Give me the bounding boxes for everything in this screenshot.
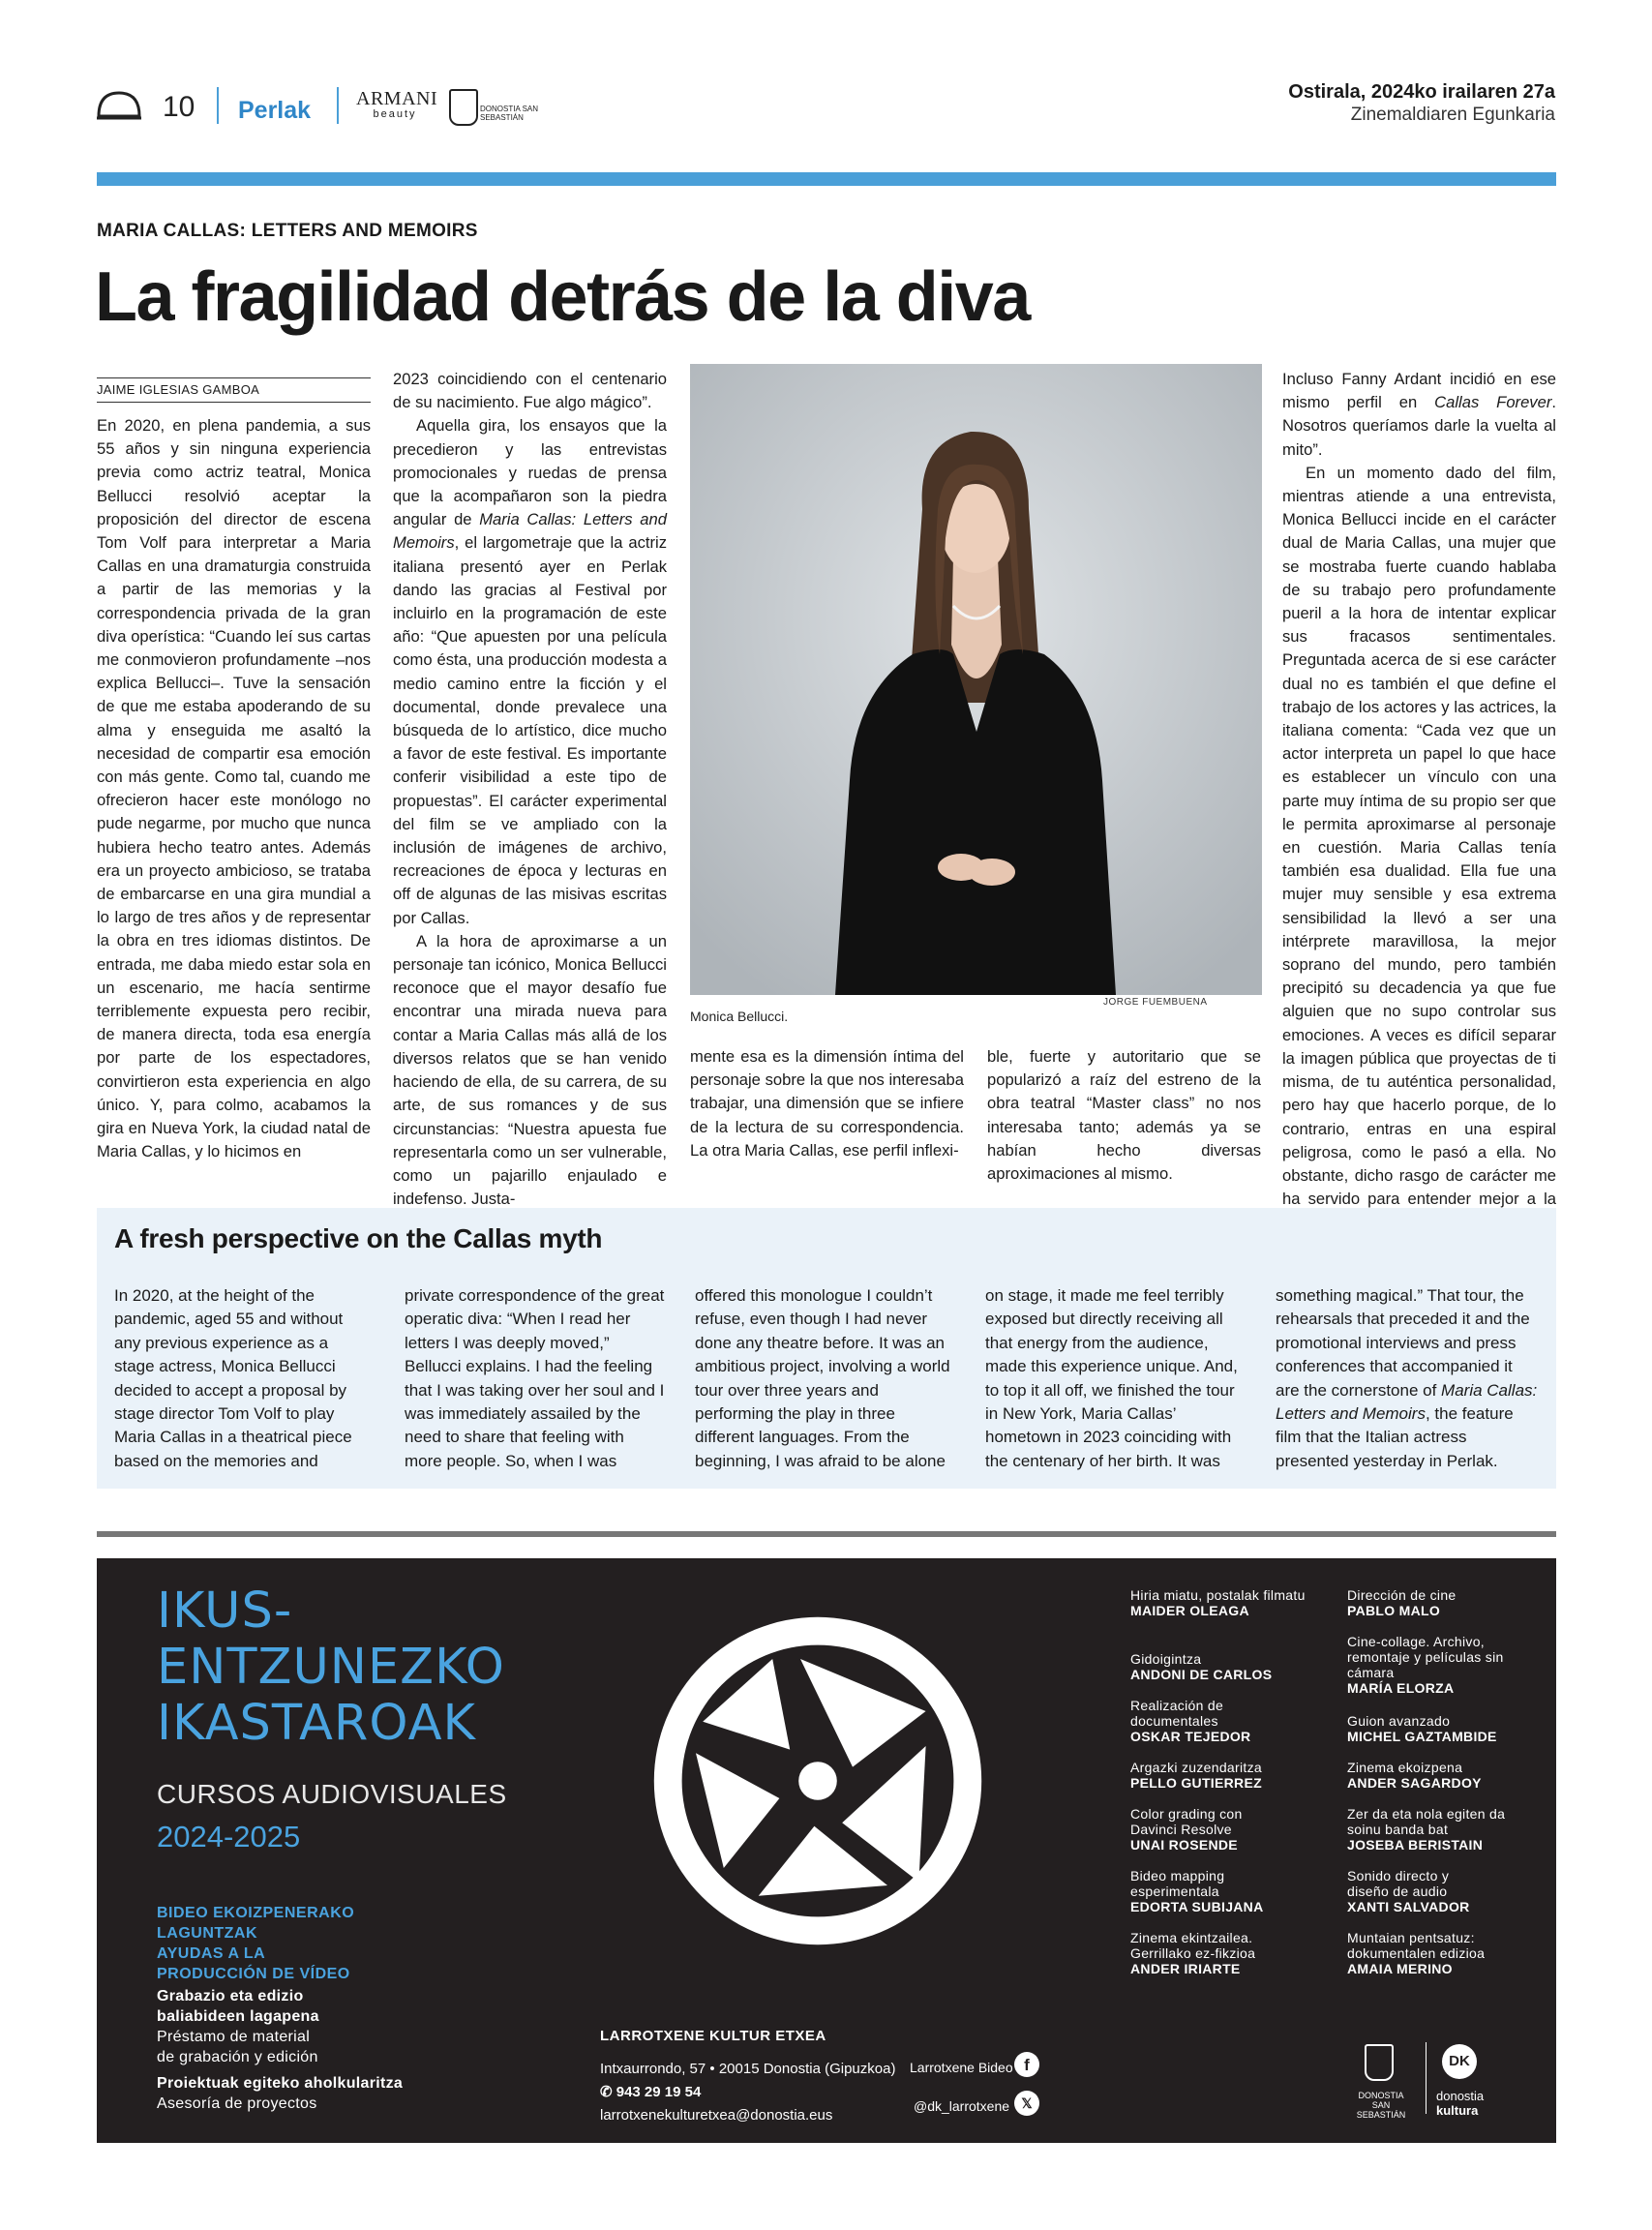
facebook-icon[interactable]: f xyxy=(1014,2052,1039,2077)
article-column-5 xyxy=(1282,368,1556,1235)
section-name: Perlak xyxy=(238,97,312,124)
ad-service-equipment: Grabazio eta edizio baliabideen lagapena Préstamo de material de grabación y edición xyxy=(157,1988,319,2065)
article-column-2 xyxy=(393,368,667,1211)
photo-credit: JORGE FUEMBUENA xyxy=(1103,997,1208,1008)
film-title: Maria Callas: Letters and Memoirs xyxy=(393,510,667,553)
donostia-kultura-logo-icon: DK xyxy=(1442,2044,1477,2079)
course-item: Realización de documentales OSKAR TEJEDOR xyxy=(1130,1698,1251,1744)
ad-video-aid: BIDEO EKOIZPENERAKO LAGUNTZAK AYUDAS A LA PRODUCCIÓN DE VÍDEO xyxy=(157,1905,355,1982)
header-divider xyxy=(217,87,219,124)
section-divider xyxy=(97,1531,1556,1537)
course-item: Zinema ekoizpena ANDER SAGARDOY xyxy=(1347,1760,1482,1791)
film-title: Maria Callas: Letters and Memoirs xyxy=(1276,1380,1538,1424)
issue-date: Ostirala, 2024ko irailaren 27a xyxy=(1288,81,1555,103)
ad-contact xyxy=(600,2025,895,2127)
english-column-4: on stage, it made me feel terribly exposed but directly receiving all that energy from the audience, made this experience unique. And, to top it all off, we finished the tour in New York, Maria Callas’ hometown in 2023 coinciding with the centenary of her birth. It was xyxy=(985,1286,1238,1470)
course-item: Zer da eta nola egiten da soinu banda bat JOSEBA BERISTAIN xyxy=(1347,1806,1506,1853)
english-column-1: In 2020, at the height of the pandemic, aged 55 and without any previous experience as a stage actress, Monica Bellucci decided to accept a proposal by stage director Tom Volf to play Maria Callas in a theatrical piece based on the memories and xyxy=(114,1286,352,1470)
article-kicker: MARIA CALLAS: LETTERS AND MEMOIRS xyxy=(97,221,478,241)
city-logo-text: DONOSTIA SAN SEBASTIÁN xyxy=(1356,2091,1406,2120)
portrait-illustration xyxy=(690,364,1262,995)
top-rule xyxy=(97,172,1556,186)
course-item: Bideo mapping esperimentala EDORTA SUBIJANA xyxy=(1130,1868,1264,1914)
crest-icon xyxy=(449,89,478,126)
article-paragraph: Aquella gira, los ensayos que la precedieron y las entrevistas promocionales y ruedas de prensa que la acompañaron son la piedra angular de Maria Callas: Letters and Memoirs, el largometraje que la actriz italiana presentó ayer en Perlak dando las gracias al Festival por incluirlo en la programación de este año: “Que apuesten por una película como ésta, una producción modesta a medio camino entre la ficción y el documental, donde prevalece una búsqueda de lo artístico, dice mucho a favor de este festival. Es importante conferir visibilidad a este tipo de propuestas”. El carácter experimental del film se ve ampliado con la inclusión de imágenes de archivo, recreaciones de época y lecturas en off de algunas de las misivas escritas por Callas. xyxy=(393,416,667,927)
ad-year: 2024-2025 xyxy=(157,1820,301,1853)
article-paragraph: 2023 coincidiendo con el centenario de su nacimiento. Fue algo mágico”. xyxy=(393,370,667,412)
sponsor-name: ARMANI xyxy=(356,88,438,109)
course-item: Argazki zuzendaritza PELLO GUTIERREZ xyxy=(1130,1760,1262,1791)
course-item: Hiria miatu, postalak filmatu MAIDER OLEAGA xyxy=(1130,1587,1306,1618)
shell-logo-icon xyxy=(95,87,143,126)
x-icon[interactable]: 𝕏 xyxy=(1014,2091,1039,2116)
course-item: Guion avanzado MICHEL GAZTAMBIDE xyxy=(1347,1713,1497,1744)
org-address: Intxaurrondo, 57 • 20015 Donostia (Gipuzkoa) xyxy=(600,2061,896,2077)
city-logo xyxy=(449,89,539,126)
page-number: 10 xyxy=(163,91,195,123)
course-item: Cine-collage. Archivo, remontaje y películas sin cámara MARÍA ELORZA xyxy=(1347,1634,1504,1696)
course-item: Gidoigintza ANDONI DE CARLOS xyxy=(1130,1651,1273,1682)
english-title: A fresh perspective on the Callas myth xyxy=(114,1223,603,1253)
course-item: Color grading con Davinci Resolve UNAI ROSENDE xyxy=(1130,1806,1243,1853)
newspaper-name: Zinemaldiaren Egunkaria xyxy=(1350,105,1555,125)
sponsor-logo xyxy=(356,88,438,121)
photo-caption: Monica Bellucci. xyxy=(690,1009,789,1024)
facebook-link[interactable]: Larrotxene Bideo xyxy=(910,2060,1013,2075)
article-paragraph: ble, fuerte y autoritario que se popularizó a raíz del estreno de la obra teatral “Master class” no nos interesaba tanto; además ya se habían hecho diversas aproximaciones al mismo. xyxy=(987,1047,1261,1184)
article-byline: JAIME IGLESIAS GAMBOA xyxy=(97,377,371,403)
course-item: Zinema ekintzailea. Gerrillako ez-fikzioa ANDER IRIARTE xyxy=(1130,1930,1256,1976)
donostia-kultura-text: donostia kultura xyxy=(1436,2089,1485,2118)
film-title: Callas Forever xyxy=(1434,393,1552,412)
org-phone: ✆ 943 29 19 54 xyxy=(600,2084,702,2100)
article-paragraph: Incluso Fanny Ardant incidió en ese mismo perfil en Callas Forever. Nosotros queríamos darle la vuelta al mito”. xyxy=(1282,370,1556,459)
article-headline: La fragilidad detrás de la diva xyxy=(95,258,1030,336)
english-column-2: private correspondence of the great operatic diva: “When I read her letters I was deeply moved,” Bellucci explains. I had the feeling that I was taking over her soul and I was immediately assailed by the need to share that feeling with more people. So, when I was xyxy=(405,1286,665,1470)
course-item: Dirección de cine PABLO MALO xyxy=(1347,1587,1457,1618)
article-column-3 xyxy=(690,1045,964,1162)
article-paragraph: En 2020, en plena pandemia, a sus 55 años y sin ninguna experiencia previa como actriz teatral, Monica Bellucci resolvió aceptar la proposición del director de escena Tom Volf para interpretar a Maria Callas en una dramaturgia construida a partir de las memorias y la correspondencia privada de la gran diva operística: “Cuando leí sus cartas me conmovieron profundamente –nos explica Bellucci–. Tuve la sensación de que me estaba apoderando de su alma y enseguida me asaltó la necesidad de compartir esa emoción con más gente. Como tal, cuando me ofrecieron hacer este monólogo no pude negarme, por mucho que nunca hubiera hecho teatro antes. Además era un proyecto ambicioso, se trataba de embarcarse en una gira mundial a lo largo de tres años y de representar la obra en tres idiomas distintos. De entrada, me daba miedo estar sola en un escenario, me hacía sentirme terriblemente expuesta pero recibir, de manera directa, toda esa energía por parte de los espectadores, convirtieron esta experiencia en algo único. Y, para colmo, acabamos la gira en Nueva York, la ciudad natal de Maria Callas, y lo hicimos en xyxy=(97,416,371,1161)
org-email[interactable]: larrotxenekulturetxea@donostia.eus xyxy=(600,2107,833,2124)
ad-service-consulting: Proiektuak egiteko aholkularitza Asesoría de proyectos xyxy=(157,2075,404,2112)
portrait-photo xyxy=(690,364,1262,995)
org-name: LARROTXENE KULTUR ETXEA xyxy=(600,2028,826,2044)
article-paragraph: A la hora de aproximarse a un personaje tan icónico, Monica Bellucci reconoce que el mayor desafío fue encontrar una mirada nueva para contar a Maria Callas más allá de los diversos relatos que se han venido haciendo de ella, de su carrera, de su arte, de sus romances y de sus circunstancias: “Nuestra apuesta fue representarla como un ser vulnerable, como un pajarillo enjaulado e indefenso. Justa- xyxy=(393,931,667,1209)
header-divider xyxy=(337,87,339,124)
camera-aperture-icon xyxy=(644,1607,992,1955)
english-column-3: offered this monologue I couldn’t refuse, even though I had never done any theatre before. It was an ambitious project, involving a world tour over three years and performing the play in three different languages. From the beginning, I was afraid to be alone xyxy=(695,1286,950,1470)
article-paragraph: En un momento dado del film, mientras atiende a una entrevista, Monica Bellucci incide en el carácter dual de Maria Callas, una mujer que se mostraba fuerte cuando hablaba de su trabajo pero profundamente pueril a la hora de intentar explicar sus fracasos sentimentales. Preguntada acerca de si ese carácter dual no es también el que define el trabajo de los actores y las actrices, la italiana comenta: “Cada vez que un actor interpreta un papel lo que hace es establecer un vínculo con una parte muy íntima de su propio ser que le permita aproximarse al personaje en cuestión. Maria Callas tenía también esa dualidad. Ella fue una mujer muy sensible y esa extrema sensibilidad la llevó a ser una intérprete maravillosa, la mejor soprano del mundo, pero también precipitó su decadencia ya que fue alguien que no supo controlar sus emociones. A veces es difícil separar la imagen pública que proyectas de ti misma, de tu auténtica personalidad, pero hay que hacerlo porque, de lo contrario, entras en una espiral peligrosa, como le pasó a ella. No obstante, dicho rasgo de carácter me ha servido para entender mejor a la xyxy=(1282,463,1556,1209)
sponsor-sub: beauty xyxy=(373,108,417,120)
x-link[interactable]: @dk_larrotxene xyxy=(914,2098,1010,2114)
course-item: Muntaian pentsatuz: dokumentalen edizioa AMAIA MERINO xyxy=(1347,1930,1486,1976)
ad-subtitle: CURSOS AUDIOVISUALES xyxy=(157,1779,507,1809)
english-column-5: something magical.” That tour, the rehearsals that preceded it and the promotional interviews and press conferences that accompanied it are the cornerstone of Maria Callas: Letters and Memoirs, the feature film that the Italian actress presented yesterday in Perlak. xyxy=(1276,1286,1538,1470)
city-logo-text: DONOSTIA SAN SEBASTIÁN xyxy=(480,105,539,122)
logo-divider xyxy=(1426,2042,1427,2114)
article-paragraph: mente esa es la dimensión íntima del personaje sobre la que nos interesaba trabajar, una dimensión que se infiere de la lectura de su correspondencia. La otra Maria Callas, ese perfil inflexi- xyxy=(690,1047,964,1160)
article-column-1 xyxy=(97,414,371,1164)
course-item: Sonido directo y diseño de audio XANTI SALVADOR xyxy=(1347,1868,1470,1914)
city-crest-icon xyxy=(1365,2044,1394,2081)
ad-title: IKUS- ENTZUNEZKO IKASTAROAK xyxy=(157,1582,505,1752)
article-column-4 xyxy=(987,1045,1261,1186)
